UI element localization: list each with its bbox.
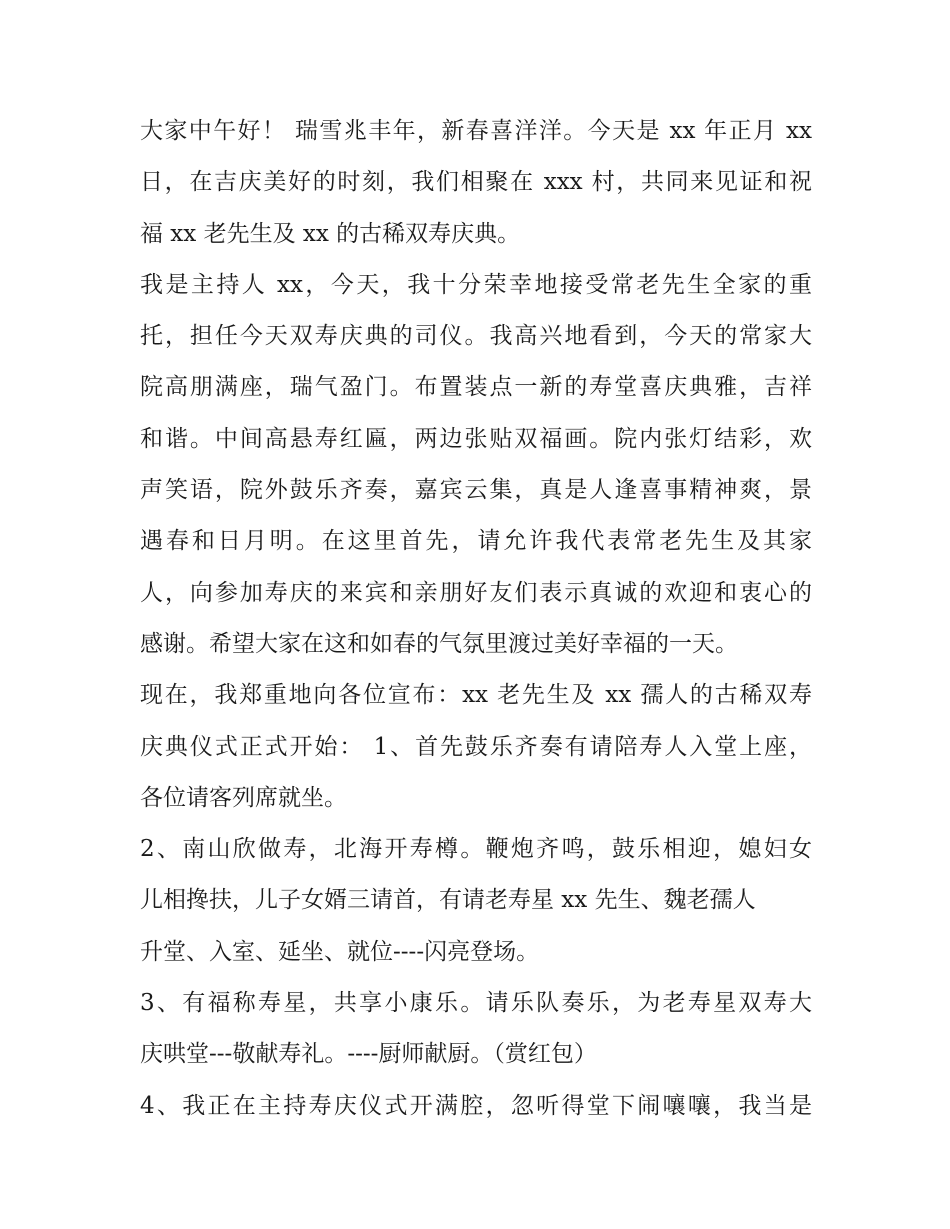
text-line: 院高朋满座，瑞气盈门。布置装点一新的寿堂喜庆典雅，吉祥 [140,374,812,401]
text-line: 大家中午好！ 瑞雪兆丰年，新春喜洋洋。今天是 xx 年正月 xx [140,118,812,144]
text-line: 我是主持人 xx，今天，我十分荣幸地接受常老先生全家的重 [140,271,812,298]
text-line: 现在，我郑重地向各位宣布：xx 老先生及 xx 孺人的古稀双寿 [140,682,812,709]
text-line: 2、南山欣做寿，北海开寿樽。鞭炮齐鸣，鼓乐相迎，媳妇女 [140,836,812,863]
text-line: 庆哄堂---敬献寿礼。----厨师献厨。（赏红包） [140,1041,597,1068]
text-line: 声笑语，院外鼓乐齐奏，嘉宾云集，真是人逢喜事精神爽，景 [140,477,812,504]
paragraph-step-4 [140,1081,812,1132]
paragraph-step-2 [140,824,812,978]
paragraph-announcement [140,670,812,824]
text-line: 福 xx 老先生及 xx 的古稀双寿庆典。 [140,220,521,247]
text-line: 感谢。希望大家在这和如春的气氛里渡过美好幸福的一天。 [140,630,738,657]
paragraph-step-3 [140,978,812,1081]
text-line: 遇春和日月明。在这里首先，请允许我代表常老先生及其家 [140,528,812,555]
text-line: 儿相搀扶，儿子女婿三请首，有请老寿星 xx 先生、魏老孺人 [140,887,756,914]
paragraph-host-intro [140,260,812,670]
text-line: 升堂、入室、延坐、就位----闪亮登场。 [140,938,540,965]
text-line: 人，向参加寿庆的来宾和亲朋好友们表示真诚的欢迎和衷心的 [140,579,812,606]
text-line: 托，担任今天双寿庆典的司仪。我高兴地看到，今天的常家大 [140,323,812,350]
text-line: 日，在吉庆美好的时刻，我们相聚在 xxx 村，共同来见证和祝 [140,169,812,196]
document-body [140,106,812,1132]
text-line: 3、有福称寿星，共享小康乐。请乐队奏乐，为老寿星双寿大 [140,990,812,1017]
text-line: 4、我正在主持寿庆仪式开满腔，忽听得堂下闹嚷嚷，我当是 [140,1092,812,1119]
text-line: 各位请客列席就坐。 [140,784,347,811]
paragraph-greeting [140,106,812,260]
text-line: 庆典仪式正式开始： 1、首先鼓乐齐奏有请陪寿人入堂上座， [140,733,812,760]
text-line: 和谐。中间高悬寿红匾，两边张贴双福画。院内张灯结彩，欢 [140,425,812,452]
